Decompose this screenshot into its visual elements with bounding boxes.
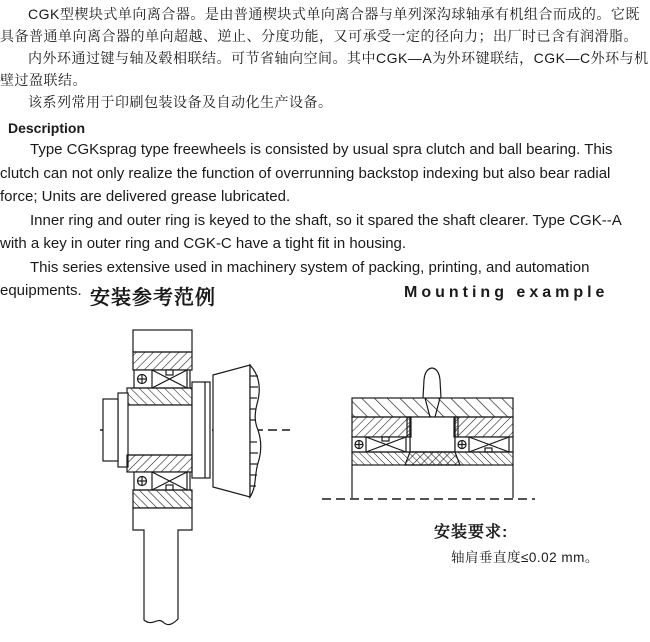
mounting-requirements-title: 安装要求: bbox=[434, 524, 509, 541]
text-block bbox=[0, 3, 650, 303]
bearing-bottom bbox=[134, 472, 190, 490]
mounting-requirements-note: 轴肩垂直度≤0.02 mm。 bbox=[451, 550, 599, 565]
right-mounting-diagram bbox=[318, 355, 650, 515]
chinese-intro bbox=[0, 3, 650, 113]
inner-ring-bottom bbox=[127, 455, 192, 472]
intro-paragraph: 内外环通过键与轴及毂相联结。可节省轴向空间。其中CGK—A为外环键联结，CGK—C外环与机壁过盈联结。 bbox=[0, 50, 649, 88]
inner-ring bbox=[352, 452, 513, 465]
intro-paragraph: 该系列常用于印刷包装设备及自动化生产设备。 bbox=[28, 94, 333, 110]
description-paragraph: Type CGKsprag type freewheels is consisted by usual spra clutch and ball bearing. This clutch can not only realize the function of overrunning backstop indexing but also bear radial force; Units are delivered grease lubricated. bbox=[0, 141, 613, 205]
bearing-top bbox=[134, 370, 190, 388]
bearing-right bbox=[455, 437, 513, 452]
housing-top bbox=[133, 330, 192, 370]
cone-pulley bbox=[192, 365, 261, 497]
english-description bbox=[0, 138, 650, 303]
bearing-left bbox=[352, 437, 410, 452]
intro-paragraph: CGK型楔块式单向离合器。是由普通楔块式单向离合器与单列深沟球轴承有机组合而成的。它既具备普通单向离合器的单向超越、逆止、分度功能，又可承受一定的径向力；出厂时已含有润滑脂。 bbox=[0, 6, 640, 44]
inner-ring-top bbox=[127, 388, 192, 405]
housing bbox=[352, 398, 513, 417]
description-paragraph: Inner ring and outer ring is keyed to the shaft, so it spared the shaft clearer. Type CGK--A with a key in outer ring and CGK-C have a tight fit in housing. bbox=[0, 211, 621, 252]
description-heading: Description bbox=[8, 120, 86, 136]
shaft bbox=[352, 465, 513, 498]
support-arm bbox=[133, 508, 192, 625]
grease-nipple bbox=[423, 368, 441, 398]
description-paragraph: This series extensive used in machinery system of packing, printing, and automation equipments. bbox=[0, 258, 590, 299]
outer-ring-bottom bbox=[133, 490, 192, 508]
right-diagram-title: Mounting example bbox=[404, 284, 609, 301]
left-diagram-title: 安装参考范例 bbox=[90, 287, 216, 309]
keyed-hub bbox=[407, 417, 458, 452]
left-mounting-diagram bbox=[60, 318, 330, 642]
